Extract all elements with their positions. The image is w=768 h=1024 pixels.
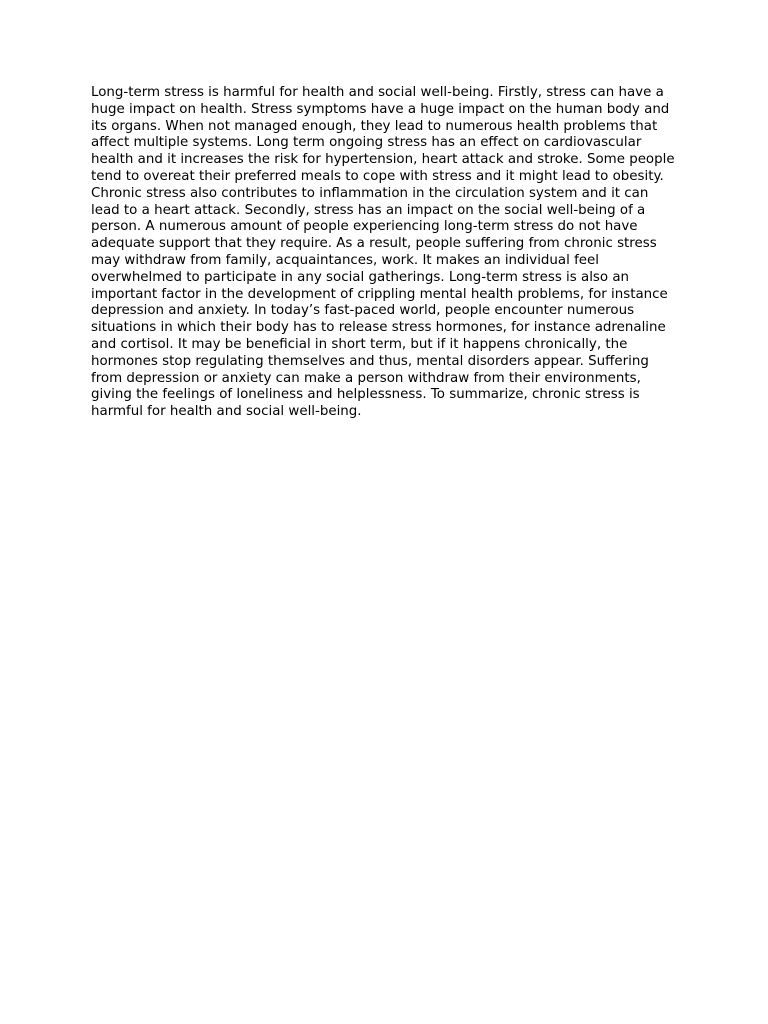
essay-paragraph: Long-term stress is harmful for health and social well-being. Firstly, stress can have a huge impact on health. Stress symptoms have a huge impact on the human body and its organs. When not managed enough, they lead to numerous health problems that affect multiple systems. Long term ongoing stress has an effect on cardiovascular health and it increases the risk for hypertension, heart attack and stroke. Some people tend to overeat their preferred meals to cope with stress and it might lead to obesity. Chronic stress also contributes to inflammation in the circulation system and it can lead to a heart attack. Secondly, stress has an impact on the social well-being of a person. A numerous amount of people experiencing long-term stress do not have adequate support that they require. As a result, people suffering from chronic stress may withdraw from family, acquaintances, work. It makes an individual feel overwhelmed to participate in any social gatherings. Long-term stress is also an important factor in the development of crippling mental health problems, for instance depression and anxiety. In today’s fast-paced world, people encounter numerous situations in which their body has to release stress hormones, for instance adrenaline and cortisol. It may be beneficial in short term, but if it happens chronically, the hormones stop regulating themselves and thus, mental disorders appear. Suffering from depression or anxiety can make a person withdraw from their environments, giving the feelings of loneliness and helplessness. To summarize, chronic stress is harmful for health and social well-being. bbox=[91, 85, 675, 420]
